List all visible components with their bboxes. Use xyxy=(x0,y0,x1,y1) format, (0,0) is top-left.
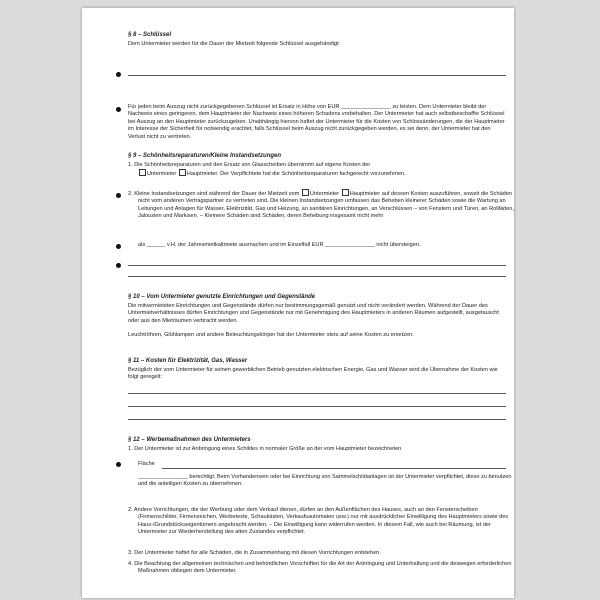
section-12-item-2: 2. Andere Vorrichtungen, die der Werbung oder dem Verkauf dienen, dürfen an den Außenflächen des Hauses, auch an den Fensterscheiben (Firmenschilder, Firmenzeichen, Werbetexte, Schaukästen, Verkaufsautomaten usw.) nur mit ausdrücklicher Einwilligung des Hauptmieters sowie des Haus-/Grundstückseigentümers angebracht werden. – Die Einwilligung kann widerrufen werden. In diesem Fall, wie auch bei Räumung, ist der Untermieter zur Wiederherstellung des alten Zustandes verpflichtet. xyxy=(128,507,509,536)
section-10-heading: § 10 – Vom Untermieter genutzte Einrichtungen und Gegenstände xyxy=(128,294,316,300)
hauptmieter-checkbox[interactable] xyxy=(342,189,349,196)
bullet xyxy=(116,107,121,112)
untermieter-checkbox[interactable] xyxy=(302,189,309,196)
bullet xyxy=(116,462,121,467)
section-12-item-1-cont: ________________ berechtigt. Beim Vorhandensein oder bei Einrichtung von Sammelschildanlagen ist der Untermieter verpflichtet, diese zu benutzen und die anteiligen Kosten zu übernehmen. xyxy=(138,474,512,488)
section-10-text-2: Leuchtröhren, Glühlampen und andere Beleuchtungskörper hat der Untermieter stets auf seine Kosten zu ersetzen. xyxy=(128,332,414,338)
section-11-text: Bezüglich der vom Untermieter für seinen gewerblichen Betrieb genutzten elektrischen Energie, Gas und Wasser wird die Übernahme der Kosten wie folgt geregelt: xyxy=(128,367,498,381)
blank-line[interactable] xyxy=(128,406,506,407)
section-12-item-4: 4. Die Beachtung der allgemeinen technischen und behördlichen Vorschriften für die Art der Anbringung und Unterhaltung und die deswegen erforderlichen Maßnahmen obliegen dem Untermieter. xyxy=(128,561,512,575)
document-page xyxy=(82,8,514,598)
section-8-heading: § 8 – Schlüssel xyxy=(128,32,172,38)
section-12-item-1: 1. Der Untermieter ist zur Anbringung eines Schildes in normaler Größe an der vom Hauptmieter bezeichneten xyxy=(128,446,402,452)
blank-line[interactable] xyxy=(128,393,506,394)
section-12-heading: § 12 – Werbemaßnahmen des Untermieters xyxy=(128,437,251,443)
bullet xyxy=(116,244,121,249)
section-10-text: Die mitvermieteten Einrichtungen und Gegenstände dürfen nur bestimmungsgemäß genutzt und nicht verändert werden. Während der Dauer des Untermietverhältnisses dürfen Einrichtungen und Gegenstände nur mit Genehmigung des Hauptmieters in anderen Räumen aufgestellt, ausgetauscht oder aus den Mieträumen verbracht werden. xyxy=(128,303,499,324)
bullet xyxy=(116,263,121,268)
section-9-heading: § 9 – Schönheitsreparaturen/Kleine Instandsetzungen xyxy=(128,153,282,159)
blank-line[interactable] xyxy=(128,265,506,266)
section-8-intro: Dem Untermieter werden für die Dauer der Mietzeit folgende Schlüssel ausgehändigt: xyxy=(128,41,341,47)
section-9-item-2: 2. Kleine Instandsetzungen sind während der Dauer der Mietzeit vom Untermieter Hauptmieter auf dessen Kosten auszuführen, soweit die Schäden nicht vom anderen Vertragspartner zu vertreten sind. Die kleinen Instandsetzungen umfassen das Beheben kleinerer Schäden sowie die Wartung an Leitungen und Anlagen für Wasser, Elektrizität, Gas und Heizung, an sanitären Einrichtungen, an Verschlüssen – von Fenstern und Türen, an Rollläden, Jalousien und Markisen. – Kleinere Schäden sind Schäden, deren Behebung insgesamt nicht mehr xyxy=(128,191,514,220)
section-11-heading: § 11 – Kosten für Elektrizität, Gas, Wasser xyxy=(128,358,248,364)
flaeche-label: Fläche xyxy=(138,461,155,467)
section-12-item-3: 3. Der Untermieter haftet für alle Schäden, die in Zusammenhang mit diesen Vorrichtungen entstehen. xyxy=(128,550,381,556)
untermieter-checkbox[interactable] xyxy=(139,169,146,176)
flaeche-line[interactable] xyxy=(162,468,506,469)
hauptmieter-checkbox[interactable] xyxy=(179,169,186,176)
repair-limit: als ______ v.H. der Jahresmietkaltmiete ausmachen und im Einzelfall EUR ________________ nicht übersteigen. xyxy=(138,242,421,248)
bullet xyxy=(116,193,121,198)
contract-text xyxy=(82,8,514,598)
section-8-paragraph: Für jeden beim Auszug nicht zurückgegebenen Schlüssel ist Ersatz in Höhe von EUR ________________ zu leisten. Dem Untermieter bleibt der Nachweis eines geringeren, dem Hauptmieter der Nachweis eines höheren Schadens vorbehalten. Der Untermieter hat auch selbstbeschaffte Schlüssel bei Auszug an den Hauptmieter zurückzugeben. Unabhängig hiervon haftet der Untermieter für die Kosten von Schlossänderungen, die der Hauptmieter im Interesse der Sicherheit für notwendig erachtet, falls Schlüssel beim Auszug nicht zurückgegeben werden, es sei denn, der Untermieter hat den Verlust nicht zu vertreten. xyxy=(128,104,505,140)
key-list-line[interactable] xyxy=(128,75,506,76)
blank-line[interactable] xyxy=(128,276,506,277)
bullet xyxy=(116,72,121,77)
section-9-item-1: 1. Die Schönheitsreparaturen und den Ersatz von Glasscheiben übernimmt auf eigene Kosten der Untermieter Hauptmieter. Der Verpflichtete hat die Schönheitsreparaturen fachgerecht vorzunehmen. xyxy=(128,162,406,178)
blank-line[interactable] xyxy=(128,419,506,420)
